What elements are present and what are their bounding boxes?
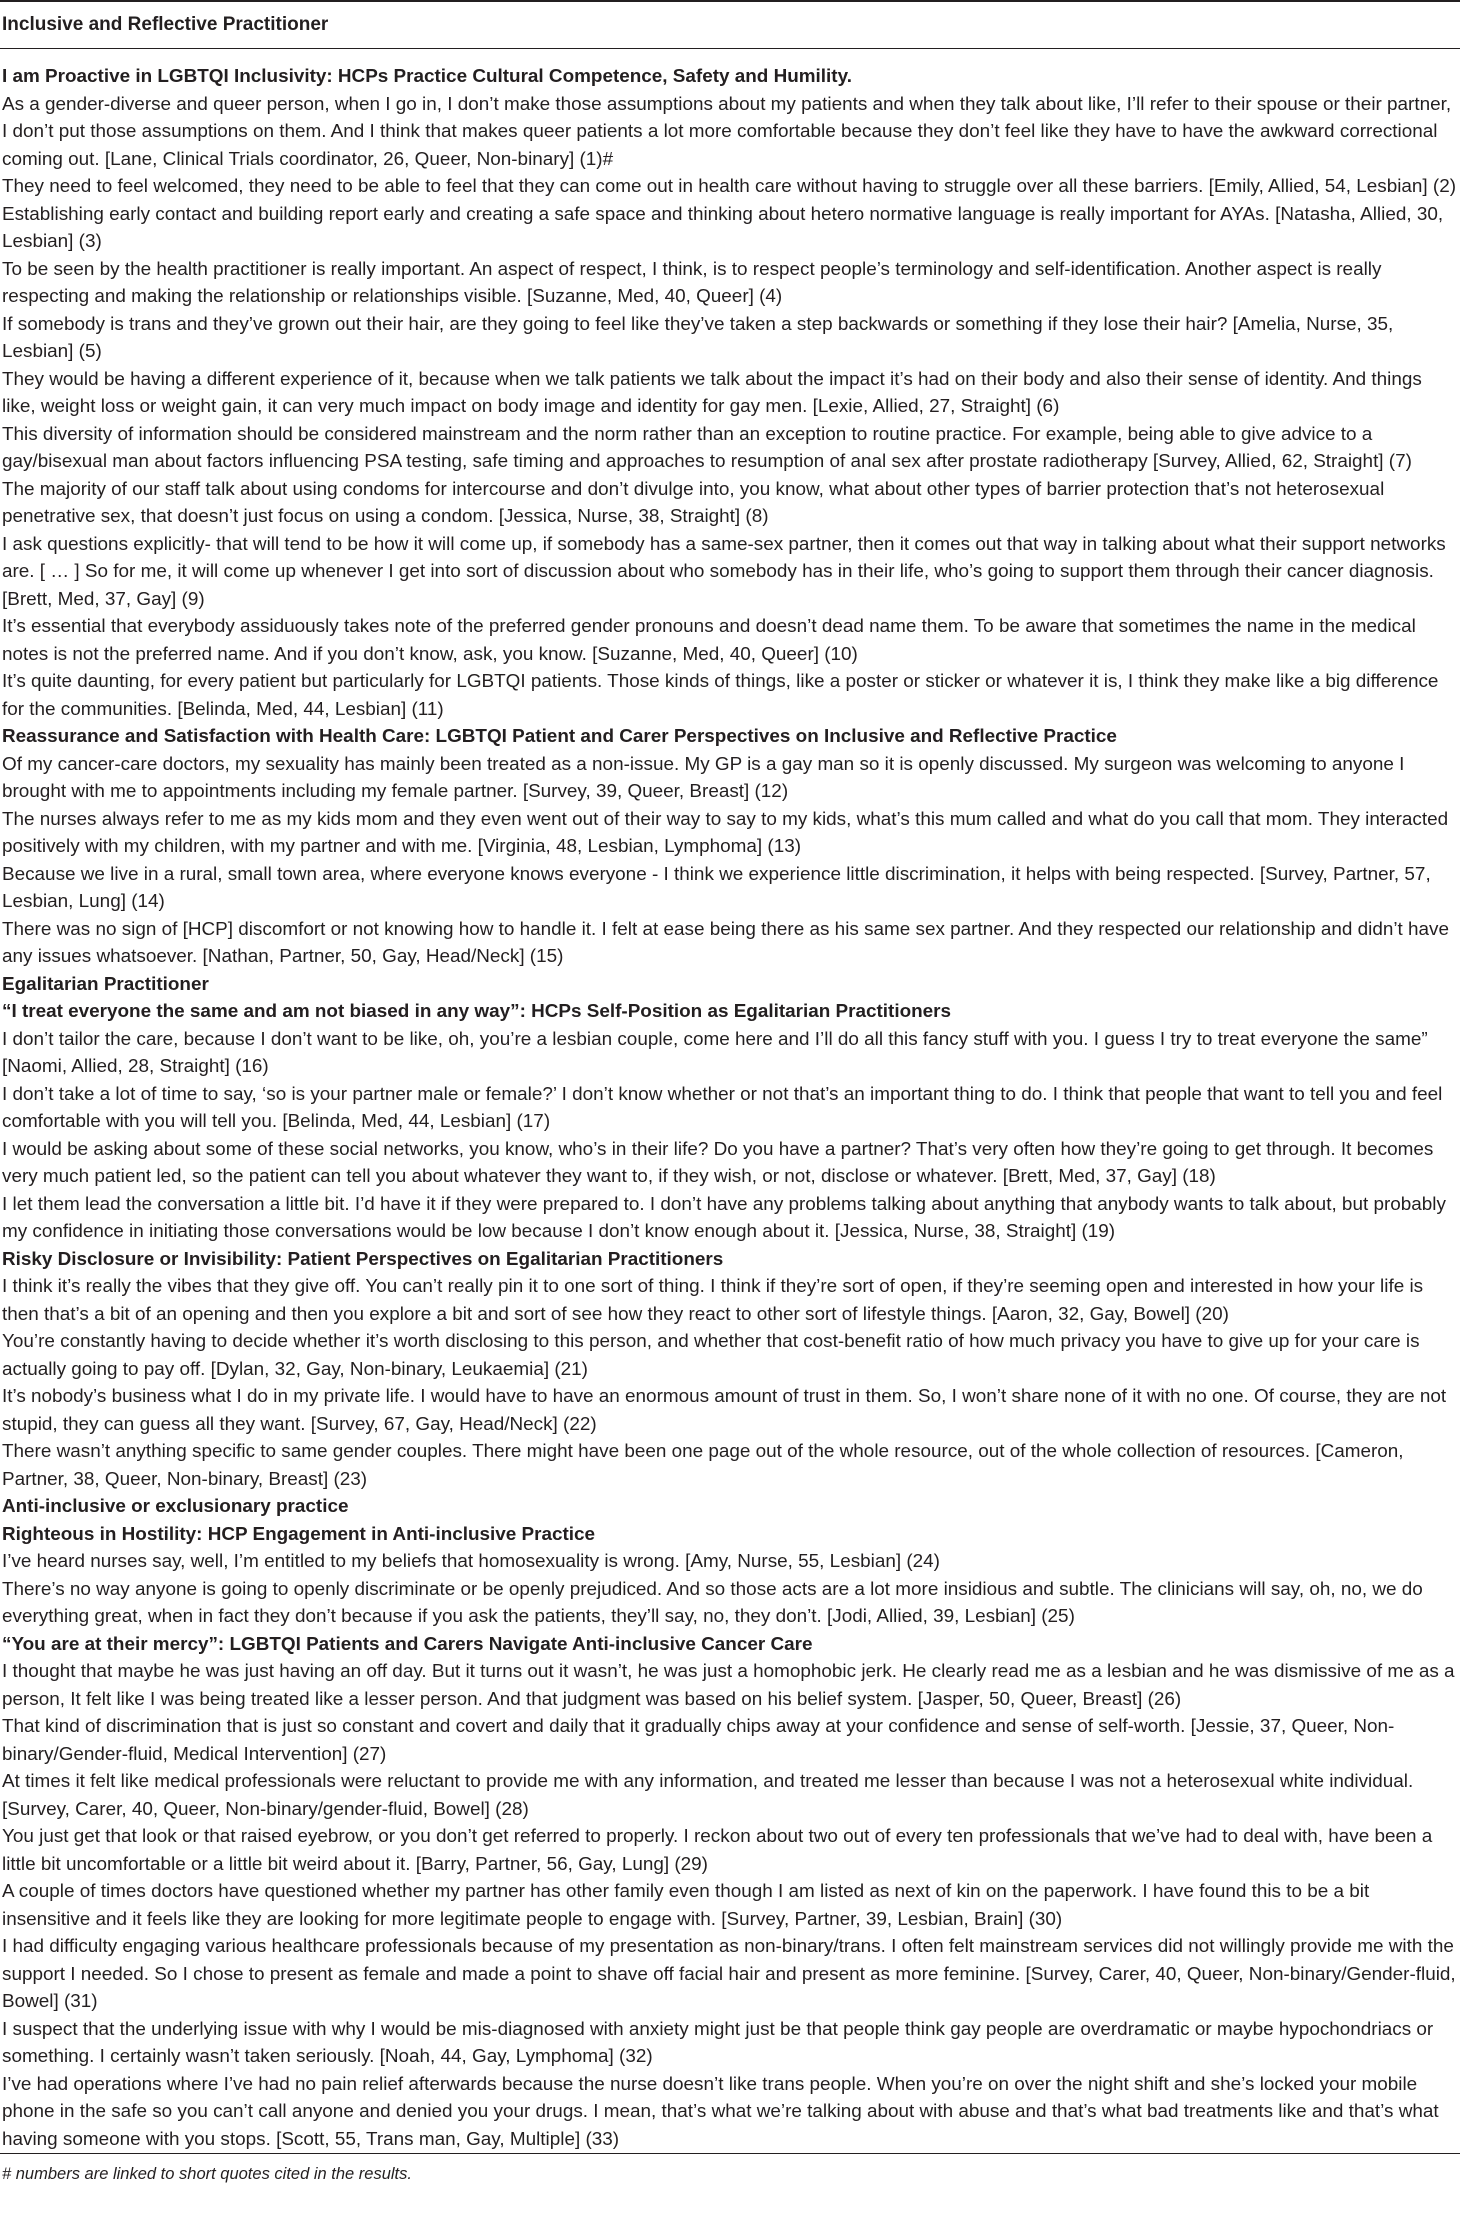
quote-row: I don’t tailor the care, because I don’t want to be like, oh, you’re a lesbian couple, come here and I’ll do all this fancy stuff with you. I guess I try to treat everyone the same” [Naomi, Allied, 28, Straight] (16) <box>2 1028 1428 1077</box>
quote-row: There was no sign of [HCP] discomfort or not knowing how to handle it. I felt at ease being there as his same sex partner. And they respected our relationship and didn’t have any issues whatsoever. [Nathan, Partner, 50, Gay, Head/Neck] (15) <box>2 918 1450 967</box>
quote-row: I ask questions explicitly- that will tend to be how it will come up, if somebody has a same-sex partner, then it comes out that way in talking about what their support networks are. [ … ] So for me, it will come up whenever I get into sort of discussion about who somebody has in their life, who’s going to support them through their cancer diagnosis. [Brett, Med, 37, Gay] (9) <box>2 533 1446 610</box>
quote-row: The nurses always refer to me as my kids mom and they even went out of their way to say to my kids, what’s this mum called and what do you call that mom. They interacted positively with my children, with my partner and with me. [Virginia, 48, Lesbian, Lymphoma] (13) <box>2 808 1449 857</box>
quote-row: I’ve had operations where I’ve had no pain relief afterwards because the nurse doesn’t like trans people. When you’re on over the night shift and she’s locked your mobile phone in the safe so you can’t call anyone and denied you your drugs. I mean, that’s what we’re talking about with abuse and that’s what bad treatments like and that’s what having someone with you stops. [Scott, 55, Trans man, Gay, Multiple] (33) <box>2 2073 1439 2150</box>
quote-row: I had difficulty engaging various healthcare professionals because of my presentation as non-binary/trans. I often felt mainstream services did not willingly provide me with the support I needed. So I chose to present as female and made a point to shave off facial hair and present as more feminine. [Survey, Carer, 40, Queer, Non-binary/Gender-fluid, Bowel] (31) <box>2 1936 1456 2012</box>
quote-row: Establishing early contact and building report early and creating a safe space and thinking about hetero normative language is really important for AYAs. [Natasha, Allied, 30, Lesbian] (3) <box>2 203 1444 252</box>
section-heading: Righteous in Hostility: HCP Engagement in Anti-inclusive Practice <box>2 1523 596 1545</box>
quote-row: As a gender-diverse and queer person, when I go in, I don’t make those assumptions about my patients and when they talk about like, I’ll refer to their spouse or their partner, I don’t put those assumptions on them. And I think that makes queer patients a lot more comfortable because they don’t feel like they have to have the awkward correctional coming out. [Lane, Clinical Trials coordinator, 26, Queer, Non-binary] (1)# <box>2 93 1452 170</box>
section-heading: Anti-inclusive or exclusionary practice <box>2 1496 349 1517</box>
table-body <box>0 49 1460 2153</box>
section-heading: Reassurance and Satisfaction with Health Care: LGBTQI Patient and Carer Perspectives on Inclusive and Reflective Practice <box>2 726 1117 747</box>
table-footnote: # numbers are linked to short quotes cited in the results. <box>2 2165 412 2183</box>
quote-row: I don’t take a lot of time to say, ‘so is your partner male or female?’ I don’t know whether or not that’s an important thing to do. I think that people that want to tell you and feel comfortable with you will tell you. [Belinda, Med, 44, Lesbian] (17) <box>2 1083 1443 1132</box>
table-header: Inclusive and Reflective Practitioner <box>2 14 329 35</box>
quote-row: Because we live in a rural, small town area, where everyone knows everyone - I think we experience little discrimination, it helps with being respected. [Survey, Partner, 57, Lesbian, Lung] (14) <box>2 863 1431 912</box>
quote-row: The majority of our staff talk about using condoms for intercourse and don’t divulge into, you know, what about other types of barrier protection that’s not heterosexual penetrative sex, that doesn’t just focus on using a condom. [Jessica, Nurse, 38, Straight] (8) <box>2 478 1385 527</box>
quote-row: You just get that look or that raised eyebrow, or you don’t get referred to properly. I reckon about two out of every ten professionals that we’ve had to deal with, have been a little bit uncomfortable or a little bit weird about it. [Barry, Partner, 56, Gay, Lung] (29) <box>2 1826 1433 1875</box>
quote-row: At times it felt like medical professionals were reluctant to provide me with any information, and treated me lesser than because I was not a heterosexual white individual. [Survey, Carer, 40, Queer, Non-binary/gender-fluid, Bowel] (28) <box>2 1771 1414 1820</box>
quote-row: I would be asking about some of these social networks, you know, who’s in their life? Do you have a partner? That’s very often how they’re going to get through. It becomes very much patient led, so the patient can tell you about whatever they want to, if they wish, or not, disclose or whatever. [Brett, Med, 37, Gay] (18) <box>2 1138 1434 1187</box>
bottom-rule <box>0 2153 1460 2154</box>
quote-row: I’ve heard nurses say, well, I’m entitled to my beliefs that homosexuality is wrong. [Amy, Nurse, 55, Lesbian] (24) <box>2 1551 940 1572</box>
quote-row: This diversity of information should be considered mainstream and the norm rather than an exception to routine practice. For example, being able to give advice to a gay/bisexual man about factors influencing PSA testing, safe timing and approaches to resumption of anal sex after prostate radiotherapy [Survey, Allied, 62, Straight] (7) <box>2 423 1412 472</box>
quote-row: I thought that maybe he was just having an off day. But it turns out it wasn’t, he was just a homophobic jerk. He clearly read me as a lesbian and he was dismissive of me as a person, It felt like I was being treated like a lesser person. And that judgment was based on his belief system. [Jasper, 50, Queer, Breast] (26) <box>2 1661 1455 1710</box>
section-heading: “I treat everyone the same and am not biased in any way”: HCPs Self-Position as Egalitarian Practitioners <box>2 1001 952 1022</box>
quote-row: They need to feel welcomed, they need to be able to feel that they can come out in health care without having to struggle over all these barriers. [Emily, Allied, 54, Lesbian] (2) <box>2 176 1457 197</box>
quote-row: It’s nobody’s business what I do in my private life. I would have to have an enormous amount of trust in them. So, I won’t share none of it with no one. Of course, they are not stupid, they can guess all they want. [Survey, 67, Gay, Head/Neck] (22) <box>2 1386 1447 1435</box>
quote-row: Of my cancer-care doctors, my sexuality has mainly been treated as a non-issue. My GP is a gay man so it is openly discussed. My surgeon was welcoming to anyone I brought with me to appointments including my female partner. [Survey, 39, Queer, Breast] (12) <box>2 753 1405 802</box>
section-heading: “You are at their mercy”: LGBTQI Patients and Carers Navigate Anti-inclusive Cancer Care <box>2 1633 813 1655</box>
quote-row: If somebody is trans and they’ve grown out their hair, are they going to feel like they’ve taken a step backwards or something if they lose their hair? [Amelia, Nurse, 35, Lesbian] (5) <box>2 313 1394 362</box>
section-heading: Egalitarian Practitioner <box>2 973 209 995</box>
section-heading: Risky Disclosure or Invisibility: Patient Perspectives on Egalitarian Practitioners <box>2 1248 724 1270</box>
quote-row: I let them lead the conversation a little bit. I’d have it if they were prepared to. I don’t have any problems talking about anything that anybody wants to talk about, but probably my confidence in initiating those conversations would be low because I don’t know enough about it. [Jessica, Nurse, 38, Straight] (19) <box>2 1193 1446 1242</box>
quote-row: It’s quite daunting, for every patient but particularly for LGBTQI patients. Those kinds of things, like a poster or sticker or whatever it is, I think they make like a big difference for the communities. [Belinda, Med, 44, Lesbian] (11) <box>2 671 1439 720</box>
quote-row: A couple of times doctors have questioned whether my partner has other family even though I am listed as next of kin on the paperwork. I have found this to be a bit insensitive and it feels like they are looking for more legitimate people to engage with. [Survey, Partner, 39, Lesbian, Brain] (30) <box>2 1881 1370 1930</box>
quote-row: I suspect that the underlying issue with why I would be mis-diagnosed with anxiety might just be that people think gay people are overdramatic or maybe hypochondriacs or something. I certainly wasn’t taken seriously. [Noah, 44, Gay, Lymphoma] (32) <box>2 2018 1434 2067</box>
quote-row: You’re constantly having to decide whether it’s worth disclosing to this person, and whether that cost-benefit ratio of how much privacy you have to give up for your care is actually going to pay off. [Dylan, 32, Gay, Non-binary, Leukaemia] (21) <box>2 1331 1420 1380</box>
quote-row: It’s essential that everybody assiduously takes note of the preferred gender pronouns and doesn’t dead name them. To be aware that sometimes the name in the medical notes is not the preferred name. And if you don’t know, ask, you know. [Suzanne, Med, 40, Queer] (10) <box>2 616 1416 665</box>
quote-row: There wasn’t anything specific to same gender couples. There might have been one page out of the whole resource, out of the whole collection of resources. [Cameron, Partner, 38, Queer, Non-binary, Breast] (23) <box>2 1441 1404 1490</box>
quote-row: There’s no way anyone is going to openly discriminate or be openly prejudiced. And so those acts are a lot more insidious and subtle. The clinicians will say, oh, no, we do everything great, when in fact they don’t because if you ask the patients, they’ll say, no, they don’t. [Jodi, Allied, 39, Lesbian] (25) <box>2 1578 1423 1627</box>
quote-row: They would be having a different experience of it, because when we talk patients we talk about the impact it’s had on their body and also their sense of identity. And things like, weight loss or weight gain, it can very much impact on body image and identity for gay men. [Lexie, Allied, 27, Straight] (6) <box>2 368 1422 417</box>
quote-row: I think it’s really the vibes that they give off. You can’t really pin it to one sort of thing. I think if they’re sort of open, if they’re seeming open and interested in how your life is then that’s a bit of an opening and then you explore a bit and sort of see how they react to other sort of lifestyle things. [Aaron, 32, Gay, Bowel] (20) <box>2 1276 1424 1325</box>
quote-row: That kind of discrimination that is just so constant and covert and daily that it gradually chips away at your confidence and sense of self-worth. [Jessie, 37, Queer, Non-binary/Gender-fluid, Medical Intervention] (27) <box>2 1716 1395 1765</box>
quote-row: To be seen by the health practitioner is really important. An aspect of respect, I think, is to respect people’s terminology and self-identification. Another aspect is really respecting and making the relationship or relationships visible. [Suzanne, Med, 40, Queer] (4) <box>2 258 1382 307</box>
section-heading: I am Proactive in LGBTQI Inclusivity: HCPs Practice Cultural Competence, Safety and Humility. <box>2 66 852 87</box>
